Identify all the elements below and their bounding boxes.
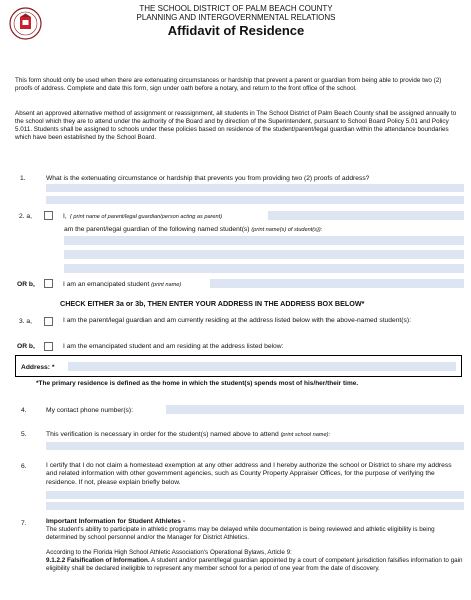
q3a-checkbox[interactable]	[44, 317, 53, 326]
q1-answer-field-1[interactable]	[46, 184, 464, 192]
q5-school-field-1[interactable]	[46, 442, 464, 450]
q2a-lead: I,	[63, 213, 67, 220]
address-label: Address: *	[21, 364, 55, 371]
q6-explain-field-1[interactable]	[46, 491, 464, 499]
q5-text-row	[46, 431, 466, 439]
district-logo	[9, 7, 42, 40]
q2b-name-field[interactable]	[210, 279, 464, 288]
q7-paragraph-2: According to the Florida High School Athletic Association's Operational Bylaws, Article 9:	[46, 549, 292, 556]
q4-phone-field[interactable]	[166, 405, 464, 414]
q1-text: What is the extenuating circumstance or hardship that prevents you from providing two (2) proofs of address?	[46, 175, 370, 182]
q2a-students-field-3[interactable]	[64, 264, 464, 273]
q6-text: I certify that I do not claim a homestead exemption at any other address and I hereby authorize the school or District to share my address and related information with other government agencies, such as County Property Appraiser Offices, for the purpose of verifying the residence. If not, please explain briefly below.	[46, 462, 452, 486]
q2a-parent-name-field[interactable]	[268, 211, 464, 220]
intro-paragraph-1: This form should only be used when there are extenuating circumstances or hardship that prevent a parent or guardian from being able to provide two (2) proofs of address. Complete and date this form, sign under oath before a notary, and return to the front office of the school.	[15, 77, 442, 92]
q4-text: My contact phone number(s):	[46, 407, 133, 414]
q6-explain-field-2[interactable]	[46, 502, 464, 510]
q2a-number: 2. a,	[19, 213, 33, 220]
q3b-checkbox[interactable]	[44, 342, 53, 351]
q2a-students-field-1[interactable]	[64, 236, 464, 245]
q2b-text-row	[63, 281, 181, 289]
q7-number: 7.	[21, 520, 27, 527]
header-line-2: PLANNING AND INTERGOVERNMENTAL RELATIONS	[136, 13, 336, 22]
q2b-text: I am an emancipated student	[63, 281, 150, 288]
check-instruction: CHECK EITHER 3a or 3b, THEN ENTER YOUR ADDRESS IN THE ADDRESS BOX BELOW*	[60, 299, 365, 308]
page-title: Affidavit of Residence	[167, 23, 305, 38]
q2a-hint: ( print name of parent/legal guardian/person acting as parent)	[70, 214, 223, 220]
q7-heading: Important Information for Student Athletes -	[46, 518, 186, 525]
q3b-number: OR b,	[17, 343, 35, 350]
q5-text: This verification is necessary in order for the student(s) named above to attend	[46, 431, 279, 438]
q2a-line2	[64, 226, 464, 234]
q6-number: 6.	[21, 463, 27, 470]
q2a-students-field-2[interactable]	[64, 250, 464, 259]
q3a-text: I am the parent/legal guardian and am currently residing at the address listed below with the above-named student(s):	[63, 317, 411, 324]
q5-number: 5.	[21, 431, 27, 438]
q1-number: 1.	[20, 175, 26, 182]
q3a-number: 3. a,	[19, 318, 33, 325]
q2a-hint2: (print name(s) of student(s)):	[251, 227, 323, 233]
q3b-text: I am the emancipated student and am residing at the address listed below:	[63, 343, 284, 350]
seal-icon	[9, 7, 42, 40]
intro-paragraph-2: Absent an approved alternative method of assignment or reassignment, all students in The School District of Palm Beach County shall be assigned annually to the school which they are to attend under the authority of the Board and by direction of the Superintendent, pursuant to School Board Policy 5.01 and Policy 5.011. Students shall be assigned to schools under these policies based on residence of the student/parent/legal guardian within the attendance boundaries which have been established by the School Board.	[15, 110, 457, 141]
q4-number: 4.	[21, 407, 27, 414]
header-line-1: THE SCHOOL DISTRICT OF PALM BEACH COUNTY	[139, 4, 333, 13]
q2b-checkbox[interactable]	[44, 279, 53, 288]
q2b-hint: (print name)	[151, 282, 182, 288]
q2a-line2-text: am the parent/legal guardian of the following named student(s)	[64, 226, 250, 233]
q2a-checkbox[interactable]	[44, 211, 53, 220]
q2b-number: OR b,	[17, 281, 35, 288]
q7-bylaw	[46, 557, 464, 573]
address-box	[15, 355, 462, 377]
q7-bylaw-text: A student and/or parent/legal guardian appointed by a court of competent jurisdiction falsifies information to gain eligibility shall be declared ineligible to represent any member school for a period of one year from the date of discovery.	[46, 557, 463, 572]
q1-answer-field-2[interactable]	[46, 196, 464, 204]
q5-hint: (print school name):	[280, 432, 330, 438]
address-input[interactable]	[68, 362, 456, 371]
q7-paragraph-1: The student's ability to participate in athletic programs may be delayed while documentation is being reviewed and athletic eligibility is being determined by school personnel and/or the Manager for District Athletics.	[46, 526, 435, 541]
q7-bylaw-bold: 9.1.2.2 Falsification of Information.	[46, 557, 150, 564]
address-note: *The primary residence is defined as the home in which the student(s) spends most of his/her/their time.	[36, 380, 359, 387]
